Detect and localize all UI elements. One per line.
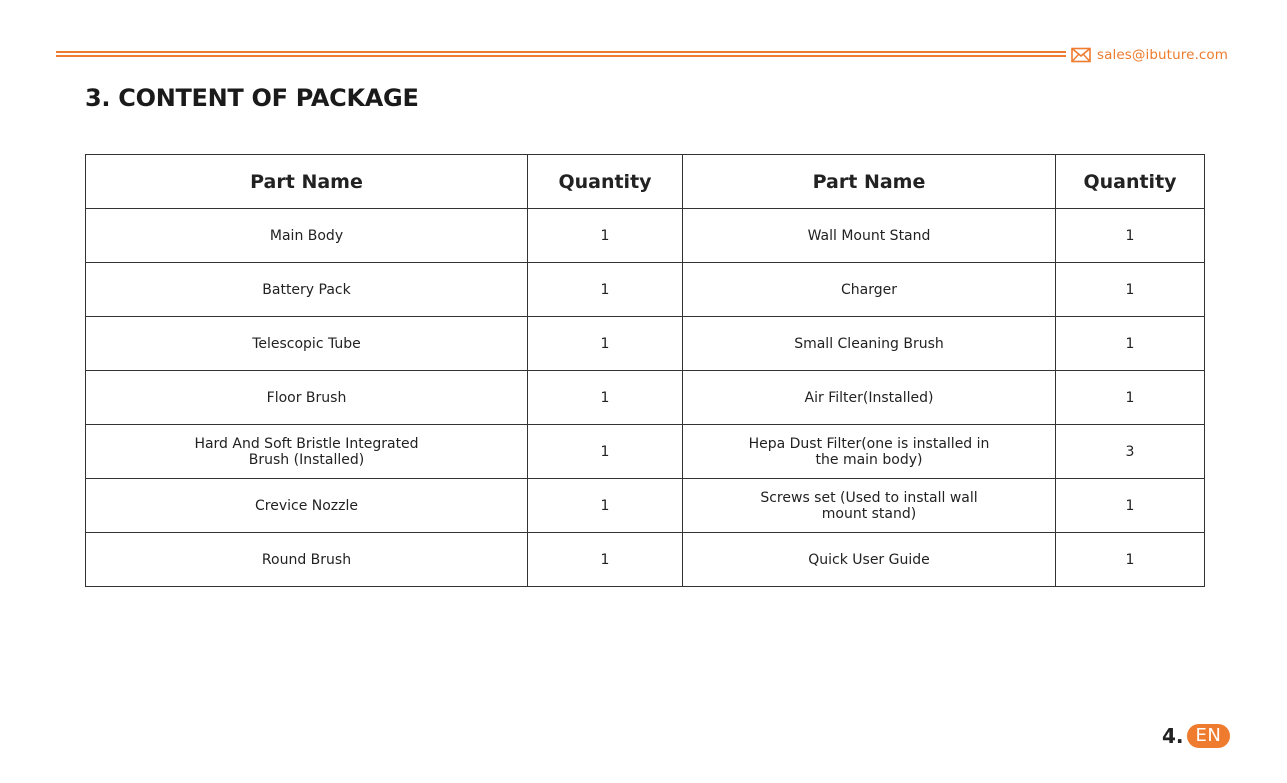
column-header-part-name: Part Name bbox=[86, 155, 528, 209]
part-name-cell: Telescopic Tube bbox=[86, 317, 528, 371]
quantity-cell: 1 bbox=[1056, 317, 1205, 371]
part-name-cell: Battery Pack bbox=[86, 263, 528, 317]
quantity-cell: 3 bbox=[1056, 425, 1205, 479]
part-name-cell: Air Filter(Installed) bbox=[683, 371, 1056, 425]
section-title: 3. CONTENT OF PACKAGE bbox=[85, 84, 419, 112]
part-name-cell: Charger bbox=[683, 263, 1056, 317]
page-number: 4. bbox=[1162, 724, 1184, 748]
quantity-cell: 1 bbox=[1056, 263, 1205, 317]
table-row bbox=[86, 479, 1205, 533]
part-name-cell bbox=[86, 425, 528, 479]
part-name-cell: Floor Brush bbox=[86, 371, 528, 425]
part-name-cell: Wall Mount Stand bbox=[683, 209, 1056, 263]
email-text[interactable]: sales@ibuture.com bbox=[1097, 47, 1229, 63]
part-name-cell: Quick User Guide bbox=[683, 533, 1056, 587]
part-name-cell: Round Brush bbox=[86, 533, 528, 587]
quantity-cell: 1 bbox=[1056, 533, 1205, 587]
header-rule-bottom bbox=[56, 55, 1066, 57]
table-row bbox=[86, 533, 1205, 587]
quantity-cell: 1 bbox=[528, 209, 683, 263]
quantity-cell: 1 bbox=[528, 533, 683, 587]
table-row bbox=[86, 425, 1205, 479]
part-name-cell bbox=[683, 479, 1056, 533]
part-name-text: Hepa Dust Filter(one is installed in the main body) bbox=[748, 435, 990, 468]
part-name-cell: Crevice Nozzle bbox=[86, 479, 528, 533]
quantity-cell: 1 bbox=[528, 317, 683, 371]
part-name-cell bbox=[683, 425, 1056, 479]
language-badge: EN bbox=[1187, 724, 1231, 748]
table-row bbox=[86, 371, 1205, 425]
header-rule-top bbox=[56, 51, 1066, 53]
part-name-text: Screws set (Used to install wall mount stand) bbox=[760, 489, 978, 522]
quantity-cell: 1 bbox=[528, 479, 683, 533]
package-contents-table bbox=[85, 154, 1205, 587]
column-header-part-name: Part Name bbox=[683, 155, 1056, 209]
mail-icon bbox=[1071, 47, 1091, 63]
page-footer bbox=[1162, 724, 1230, 748]
quantity-cell: 1 bbox=[528, 425, 683, 479]
table-header-row bbox=[86, 155, 1205, 209]
part-name-cell: Small Cleaning Brush bbox=[683, 317, 1056, 371]
contact-email[interactable] bbox=[1071, 46, 1228, 64]
quantity-cell: 1 bbox=[1056, 209, 1205, 263]
part-name-cell: Main Body bbox=[86, 209, 528, 263]
header-divider bbox=[56, 51, 1066, 57]
quantity-cell: 1 bbox=[528, 263, 683, 317]
table-row bbox=[86, 317, 1205, 371]
column-header-quantity: Quantity bbox=[1056, 155, 1205, 209]
part-name-text: Hard And Soft Bristle Integrated Brush (Installed) bbox=[194, 435, 419, 468]
quantity-cell: 1 bbox=[528, 371, 683, 425]
quantity-cell: 1 bbox=[1056, 479, 1205, 533]
table-row bbox=[86, 209, 1205, 263]
quantity-cell: 1 bbox=[1056, 371, 1205, 425]
column-header-quantity: Quantity bbox=[528, 155, 683, 209]
table-row bbox=[86, 263, 1205, 317]
